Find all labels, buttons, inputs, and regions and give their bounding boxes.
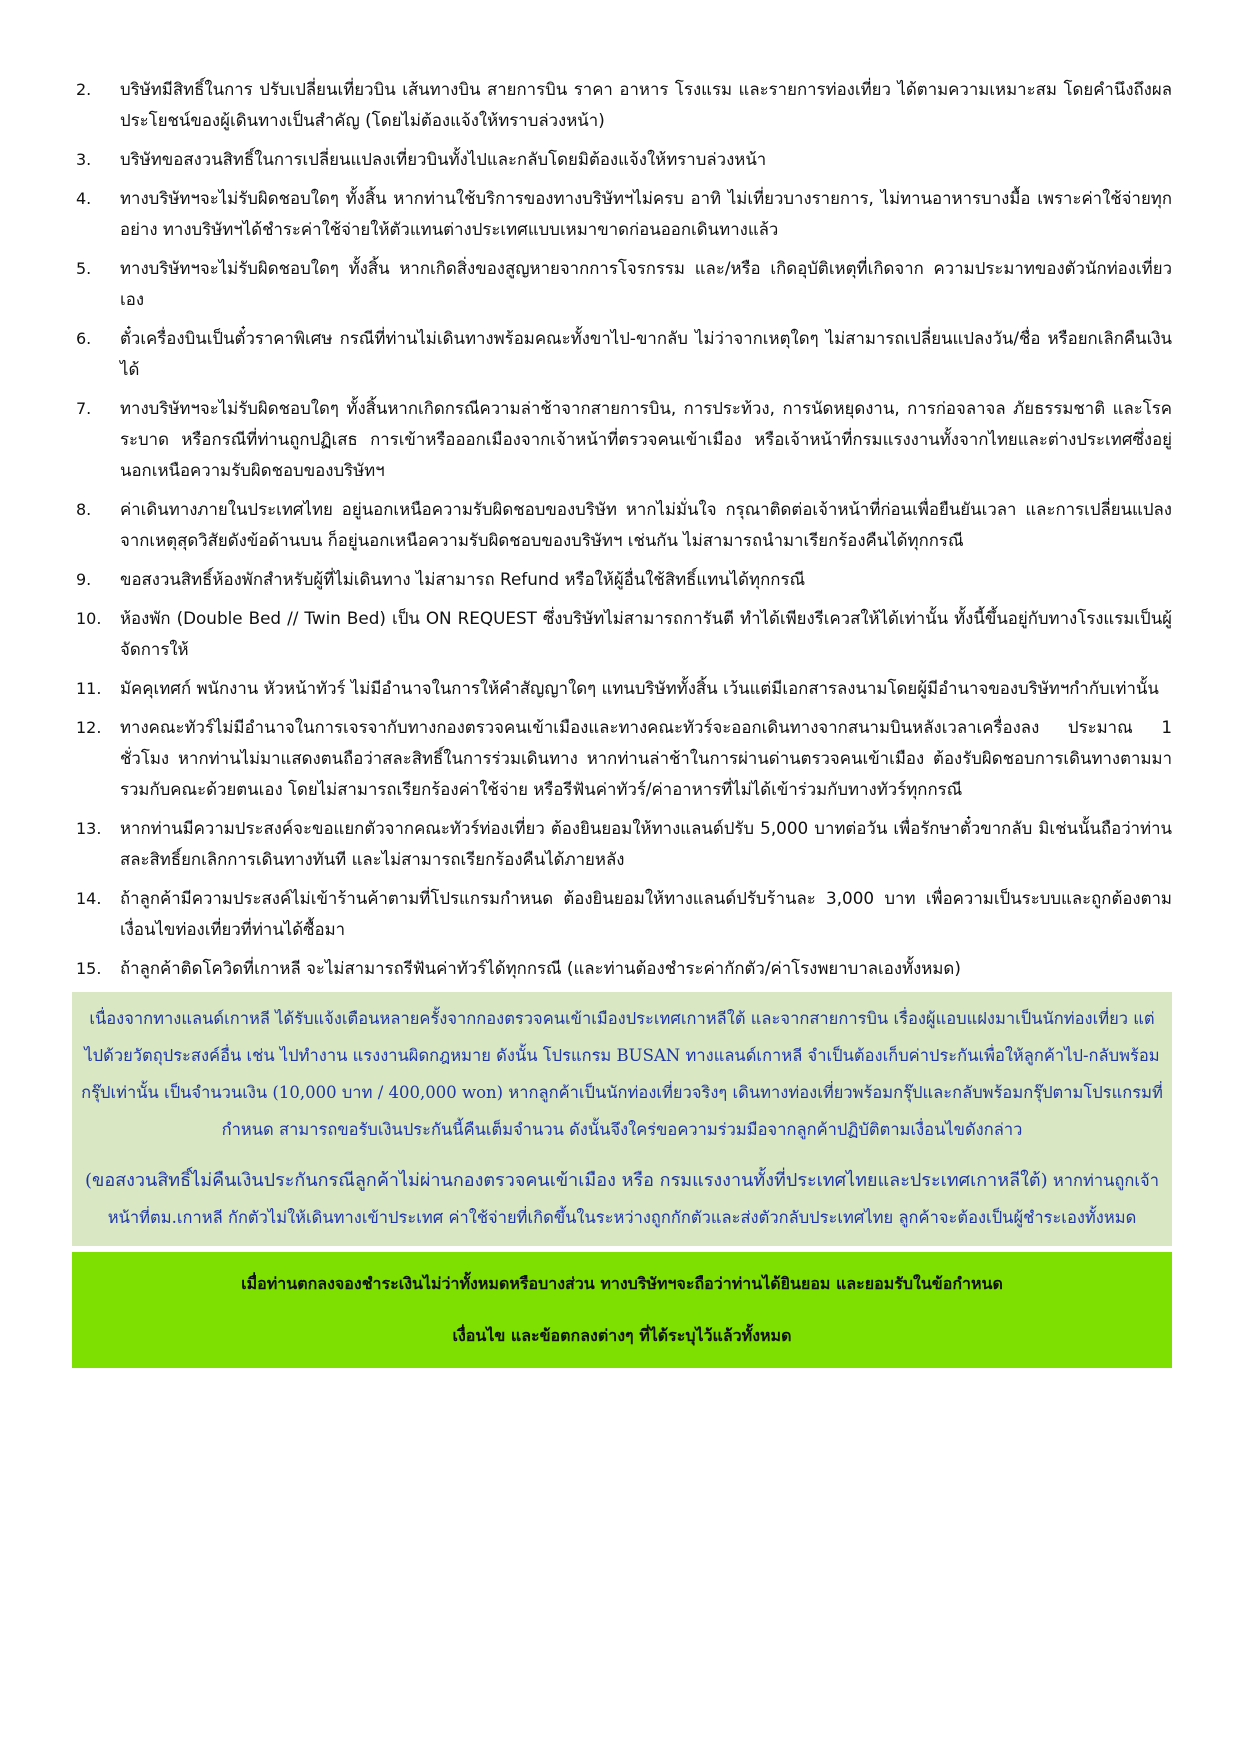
term-text: บริษัทขอสงวนสิทธิ์ในการเปลี่ยนแปลงเที่ยวบินทั้งไปและกลับโดยมิต้องแจ้งให้ทราบล่วงหน้า	[120, 149, 767, 169]
term-text: ขอสงวนสิทธิ์ห้องพักสำหรับผู้ที่ไม่เดินทาง ไม่สามารถ Refund หรือให้ผู้อื่นใช้สิทธิ์แทนได้ทุกกรณี	[120, 569, 806, 589]
term-number: 9.	[76, 570, 92, 589]
term-item	[72, 673, 1172, 704]
term-item	[72, 953, 1172, 984]
term-item	[72, 813, 1172, 875]
term-number: 8.	[76, 500, 92, 519]
term-number: 13.	[76, 819, 102, 838]
term-number: 4.	[76, 189, 92, 208]
term-number: 3.	[76, 150, 92, 169]
term-item	[72, 564, 1172, 595]
term-item	[72, 393, 1172, 486]
term-item	[72, 253, 1172, 315]
term-number: 10.	[76, 609, 102, 628]
term-item	[72, 74, 1172, 136]
term-text: ค่าเดินทางภายในประเทศไทย อยู่นอกเหนือความรับผิดชอบของบริษัท หากไม่มั่นใจ กรุณาติดต่อเจ้าหน้าที่ก่อนเพื่อยืนยันเวลา และการเปลี่ยนแปลงจากเหตุสุดวิสัยดังข้อด้านบน ก็อยู่นอกเหนือความรับผิดชอบของบริษัทฯ เช่นกัน ไม่สามารถนำมาเรียกร้องคืนได้ทุกกรณี	[120, 499, 1172, 550]
term-number: 6.	[76, 329, 92, 348]
term-number: 5.	[76, 259, 92, 278]
term-text: ถ้าลูกค้าติดโควิดที่เกาหลี จะไม่สามารถรีฟันค่าทัวร์ได้ทุกกรณี (และท่านต้องชำระค่ากักตัว/ค่าโรงพยาบาลเองทั้งหมด)	[120, 958, 961, 978]
deposit-refund-exception	[80, 1162, 1164, 1236]
deposit-notice-box	[72, 992, 1172, 1246]
term-text: ตั๋วเครื่องบินเป็นตั๋วราคาพิเศษ กรณีที่ท่านไม่เดินทางพร้อมคณะทั้งขาไป-ขากลับ ไม่ว่าจากเหตุใดๆ ไม่สามารถเปลี่ยนแปลงวัน/ชื่อ หรือยกเลิกคืนเงินได้	[120, 328, 1172, 379]
term-text: ทางบริษัทฯจะไม่รับผิดชอบใดๆ ทั้งสิ้น หากเกิดสิ่งของสูญหายจากการโจรกรรม และ/หรือ เกิดอุบัติเหตุที่เกิดจาก ความประมาทของตัวนักท่องเที่ยวเอง	[120, 258, 1172, 309]
term-text: บริษัทมีสิทธิ์ในการ ปรับเปลี่ยนเที่ยวบิน เส้นทางบิน สายการบิน ราคา อาหาร โรงแรม และรายการท่องเที่ยว ได้ตามความเหมาะสม โดยคำนึงถึงผลประโยชน์ของผู้เดินทางเป็นสำคัญ (โดยไม่ต้องแจ้งให้ทราบล่วงหน้า)	[120, 79, 1172, 130]
term-number: 2.	[76, 80, 92, 99]
term-text: ถ้าลูกค้ามีความประสงค์ไม่เข้าร้านค้าตามที่โปรแกรมกำหนด ต้องยินยอมให้ทางแลนด์ปรับร้านละ 3,000 บาท เพื่อความเป็นระบบและถูกต้องตามเงื่อนไขท่องเที่ยวที่ท่านได้ซื้อมา	[120, 888, 1172, 939]
refund-exception-lead: (ขอสงวนสิทธิ์ไม่คืนเงินประกันกรณีลูกค้าไม่ผ่านกองตรวจคนเข้าเมือง หรือ กรมแรงงานทั้งที่ประเทศไทยและประเทศเกาหลีใต้)	[85, 1170, 1048, 1191]
agreement-line-2: เงื่อนไข และข้อตกลงต่างๆ ที่ได้ระบุไว้แล้วทั้งหมด	[452, 1326, 792, 1345]
term-text: ทางบริษัทฯจะไม่รับผิดชอบใดๆ ทั้งสิ้นหากเกิดกรณีความล่าช้าจากสายการบิน, การประท้วง, การนัดหยุดงาน, การก่อจลาจล ภัยธรรมชาติ และโรคระบาด หรือกรณีที่ท่านถูกปฏิเสธ การเข้าหรือออกเมืองจากเจ้าหน้าที่ตรวจคนเข้าเมือง หรือเจ้าหน้าที่กรมแรงงานทั้งจากไทยและต่างประเทศซึ่งอยู่นอกเหนือความรับผิดชอบของบริษัทฯ	[120, 398, 1172, 480]
term-number: 14.	[76, 889, 102, 908]
term-item	[72, 183, 1172, 245]
terms-list	[72, 74, 1172, 984]
deposit-notice-text: เนื่องจากทางแลนด์เกาหลี ได้รับแจ้งเตือนหลายครั้งจากกองตรวจคนเข้าเมืองประเทศเกาหลีใต้ และจากสายการบิน เรื่องผู้แอบแฝงมาเป็นนักท่องเที่ยว แต่ไปด้วยวัตถุประสงค์อื่น เช่น ไปทำงาน แรงงานผิดกฎหมาย ดังนั้น โปรแกรม BUSAN ทางแลนด์เกาหลี จำเป็นต้องเก็บค่าประกันเพื่อให้ลูกค้าไป-กลับพร้อมกรุ๊ปเท่านั้น เป็นจำนวนเงิน (10,000 บาท / 400,000 won) หากลูกค้าเป็นนักท่องเที่ยวจริงๆ เดินทางท่องเที่ยวพร้อมกรุ๊ปและกลับพร้อมกรุ๊ปตามโปรแกรมที่กำหนด สามารถขอรับเงินประกันนี้คืนเต็มจำนวน ดังนั้นจึงใคร่ขอความร่วมมือจากลูกค้าปฏิบัติตามเงื่อนไขดังกล่าว	[81, 1009, 1163, 1139]
term-text: หากท่านมีความประสงค์จะขอแยกตัวจากคณะทัวร์ท่องเที่ยว ต้องยินยอมให้ทางแลนด์ปรับ 5,000 บาทต่อวัน เพื่อรักษาตั๋วขากลับ มิเช่นนั้นถือว่าท่านสละสิทธิ์ยกเลิกการเดินทางทันที และไม่สามารถเรียกร้องคืนได้ภายหลัง	[120, 818, 1172, 869]
term-text: มัคคุเทศก์ พนักงาน หัวหน้าทัวร์ ไม่มีอำนาจในการให้คำสัญญาใดๆ แทนบริษัททั้งสิ้น เว้นแต่มีเอกสารลงนามโดยผู้มีอำนาจของบริษัทฯกำกับเท่านั้น	[120, 678, 1159, 698]
term-item	[72, 494, 1172, 556]
term-item	[72, 144, 1172, 175]
refund-exception-detail: หากท่านถูกเจ้าหน้าที่ตม.เกาหลี กักตัวไม่ให้เดินทางเข้าประเทศ ค่าใช้จ่ายที่เกิดขึ้นในระหว่างถูกกักตัวและส่งตัวกลับประเทศไทย ลูกค้าจะต้องเป็นผู้ชำระเองทั้งหมด	[107, 1171, 1159, 1227]
terms-page	[72, 74, 1172, 1368]
term-text: ทางบริษัทฯจะไม่รับผิดชอบใดๆ ทั้งสิ้น หากท่านใช้บริการของทางบริษัทฯไม่ครบ อาทิ ไม่เที่ยวบางรายการ, ไม่ทานอาหารบางมื้อ เพราะค่าใช้จ่ายทุกอย่าง ทางบริษัทฯได้ชำระค่าใช้จ่ายให้ตัวแทนต่างประเทศแบบเหมาขาดก่อนออกเดินทางแล้ว	[120, 188, 1172, 239]
booking-agreement-banner	[72, 1252, 1172, 1368]
term-number: 7.	[76, 399, 92, 418]
term-number: 11.	[76, 679, 102, 698]
term-item	[72, 603, 1172, 665]
term-item	[72, 712, 1172, 805]
term-text: ทางคณะทัวร์ไม่มีอำนาจในการเจรจากับทางกองตรวจคนเข้าเมืองและทางคณะทัวร์จะออกเดินทางจากสนามบินหลังเวลาเครื่องลง ประมาณ 1 ชั่วโมง หากท่านไม่มาแสดงตนถือว่าสละสิทธิ์ในการร่วมเดินทาง หากท่านล่าช้าในการผ่านด่านตรวจคนเข้าเมือง ต้องรับผิดชอบการเดินทางตามมารวมกับคณะด้วยตนเอง โดยไม่สามารถเรียกร้องค่าใช้จ่าย หรือรีฟันค่าทัวร์/ค่าอาหารที่ไม่ได้เข้าร่วมกับทางทัวร์ทุกกรณี	[120, 717, 1172, 799]
term-number: 12.	[76, 718, 102, 737]
term-item	[72, 323, 1172, 385]
term-item	[72, 883, 1172, 945]
term-number: 15.	[76, 959, 102, 978]
agreement-line-1: เมื่อท่านตกลงจองชำระเงินไม่ว่าทั้งหมดหรือบางส่วน ทางบริษัทฯจะถือว่าท่านได้ยินยอม และยอมรับในข้อกำหนด	[241, 1274, 1003, 1293]
term-text: ห้องพัก (Double Bed // Twin Bed) เป็น ON REQUEST ซึ่งบริษัทไม่สามารถการันตี ทำได้เพียงรีเควสให้ได้เท่านั้น ทั้งนี้ขึ้นอยู่กับทางโรงแรมเป็นผู้จัดการให้	[120, 608, 1172, 659]
